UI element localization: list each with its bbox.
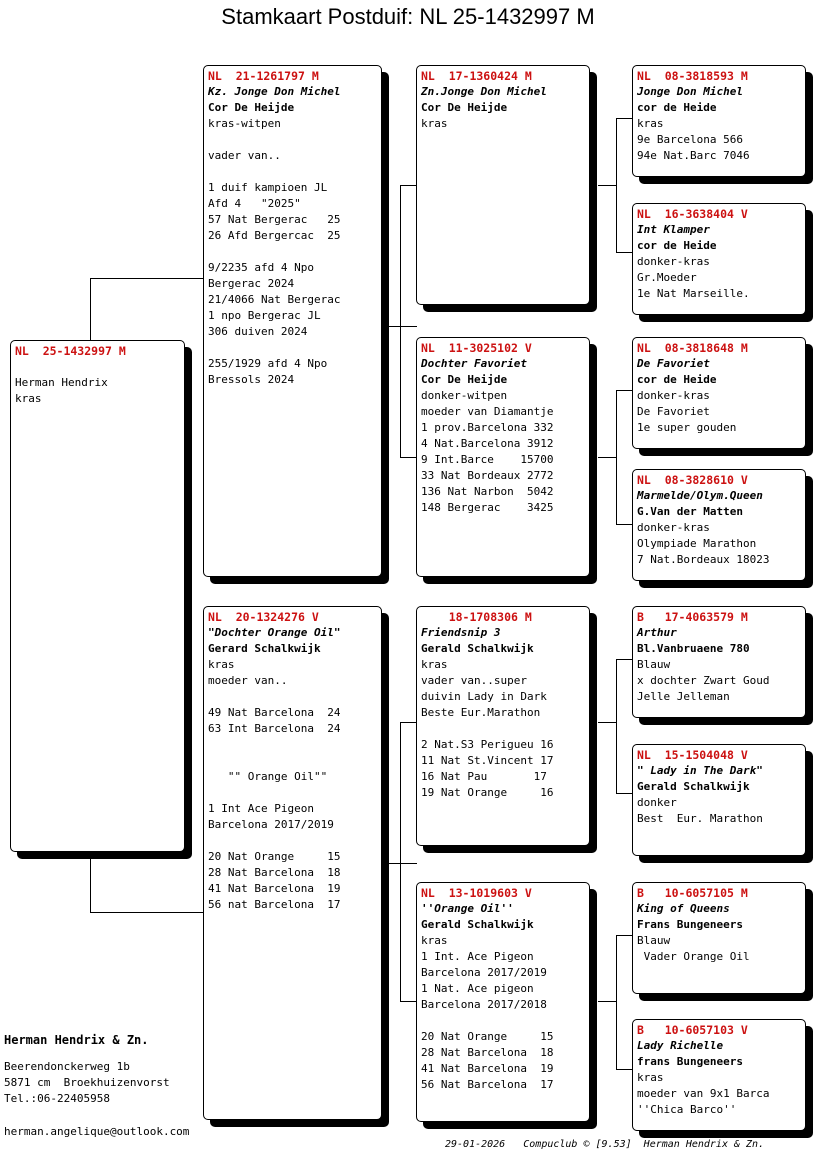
info-line	[421, 721, 585, 737]
info-line: 56 nat Barcelona 17	[208, 898, 341, 911]
breeder-name: cor de Heide	[637, 101, 717, 114]
info-line: 9 Int.Barce 15700	[421, 453, 554, 466]
ring-number: NL 08-3818593 M	[637, 69, 748, 83]
info-line: Barcelona 2017/2019	[421, 966, 547, 979]
pigeon-name: Jonge Don Michel	[637, 85, 743, 98]
connector-line	[616, 659, 633, 660]
info-line: 41 Nat Barcelona 19	[421, 1062, 554, 1075]
info-line: 136 Nat Narbon 5042	[421, 485, 554, 498]
connector-line	[616, 390, 617, 524]
info-line: 9/2235 afd 4 Npo	[208, 261, 314, 274]
info-line	[208, 340, 377, 356]
pigeon-name: Lady Richelle	[637, 1039, 724, 1052]
info-line: moeder van..	[208, 674, 288, 687]
ring-number: NL 08-3828610 V	[637, 473, 748, 487]
breeder-name: Cor De Heijde	[421, 101, 508, 114]
ring-number: NL 21-1261797 M	[208, 69, 319, 83]
info-line: 1e super gouden	[637, 421, 737, 434]
pigeon-card-mother-mother[interactable]	[416, 882, 590, 1122]
info-line: Olympiade Marathon	[637, 537, 757, 550]
info-line: kras	[637, 117, 664, 130]
info-line: Vader Orange Oil	[637, 950, 750, 963]
owner-city: 5871 cm Broekhuizenvorst	[4, 1076, 170, 1089]
info-line	[208, 785, 377, 801]
pigeon-name: ''Orange Oil''	[421, 902, 514, 915]
owner-address: Beerendonckerweg 1b	[4, 1060, 130, 1073]
info-line	[208, 737, 377, 753]
info-line: 49 Nat Barcelona 24	[208, 706, 341, 719]
owner-name: Herman Hendrix & Zn.	[4, 1033, 149, 1047]
ring-number: NL 08-3818648 M	[637, 341, 748, 355]
connector-line	[598, 1001, 616, 1002]
owner-phone: Tel.:06-22405958	[4, 1092, 110, 1105]
pigeon-card-fmf[interactable]	[632, 337, 806, 449]
info-line: Gr.Moeder	[637, 271, 697, 284]
pigeon-card-mff[interactable]	[632, 606, 806, 718]
info-line: 1 Int. Ace Pigeon	[421, 950, 534, 963]
page-title: Stamkaart Postduif: NL 25-1432997 M	[221, 4, 595, 29]
ring-number: B 10-6057105 M	[637, 886, 748, 900]
info-line: 94e Nat.Barc 7046	[637, 149, 750, 162]
pigeon-name: Friendsnip 3	[421, 626, 501, 639]
ring-number: B 17-4063579 M	[637, 610, 748, 624]
info-line: kras	[421, 117, 448, 130]
info-line: 306 duiven 2024	[208, 325, 308, 338]
info-line: 148 Bergerac 3425	[421, 501, 554, 514]
info-line	[15, 359, 180, 375]
info-line: duivin Lady in Dark	[421, 690, 547, 703]
connector-line	[400, 863, 401, 1001]
connector-line	[616, 935, 617, 1069]
info-line: vader van..super	[421, 674, 527, 687]
info-line: Herman Hendrix	[15, 376, 108, 389]
info-line: 21/4066 Nat Bergerac	[208, 293, 341, 306]
info-line: ''Chica Barco''	[637, 1103, 737, 1116]
info-line: Jelle Jelleman	[637, 690, 730, 703]
info-line: 28 Nat Barcelona 18	[421, 1046, 554, 1059]
info-line: moeder van Diamantje	[421, 405, 554, 418]
info-line: Barcelona 2017/2018	[421, 998, 547, 1011]
pigeon-name: Dochter Favoriet	[421, 357, 527, 370]
connector-line	[400, 326, 401, 457]
info-line: donker-kras	[637, 389, 710, 402]
info-line	[421, 1013, 585, 1029]
info-line: 1e Nat Marseille.	[637, 287, 750, 300]
connector-line	[400, 457, 417, 458]
info-line: x dochter Zwart Goud	[637, 674, 770, 687]
connector-line	[598, 185, 616, 186]
info-line: Afd 4 "2025"	[208, 197, 301, 210]
info-line: 63 Int Barcelona 24	[208, 722, 341, 735]
connector-line	[400, 185, 401, 326]
breeder-name: Bl.Vanbruaene 780	[637, 642, 750, 655]
info-line: 9e Barcelona 566	[637, 133, 743, 146]
info-line: 33 Nat Bordeaux 2772	[421, 469, 554, 482]
info-line: "" Orange Oil""	[208, 770, 328, 783]
info-line: 1 npo Bergerac JL	[208, 309, 321, 322]
info-line	[208, 689, 377, 705]
ring-number: NL 25-1432997 M	[15, 344, 126, 358]
ring-number: 18-1708306 M	[421, 610, 532, 624]
info-line: vader van..	[208, 149, 281, 162]
pigeon-card-fmm[interactable]	[632, 469, 806, 581]
breeder-name: G.Van der Matten	[637, 505, 743, 518]
pigeon-name: "Dochter Orange Oil"	[208, 626, 341, 639]
info-line: Barcelona 2017/2019	[208, 818, 334, 831]
info-line: 2 Nat.S3 Perigueu 16	[421, 738, 554, 751]
ring-number: B 10-6057103 V	[637, 1023, 748, 1037]
connector-line	[90, 912, 204, 913]
breeder-name: Gerald Schalkwijk	[421, 642, 534, 655]
footer: 29-01-2026 Compuclub © [9.53] Herman Hendrix & Zn.	[445, 1139, 765, 1150]
info-line: 11 Nat St.Vincent 17	[421, 754, 554, 767]
info-line	[208, 244, 377, 260]
connector-line	[400, 1001, 417, 1002]
info-line: kras	[421, 658, 448, 671]
breeder-name: cor de Heide	[637, 373, 717, 386]
pigeon-name: Marmelde/Olym.Queen	[637, 489, 763, 502]
info-line: 26 Afd Bergercac 25	[208, 229, 341, 242]
pigeon-name: Zn.Jonge Don Michel	[421, 85, 547, 98]
info-line	[208, 164, 377, 180]
pigeon-card-mother-father[interactable]	[416, 606, 590, 846]
info-line: De Favoriet	[637, 405, 710, 418]
info-line	[208, 833, 377, 849]
breeder-name: Gerard Schalkwijk	[208, 642, 321, 655]
info-line: kras	[15, 392, 42, 405]
connector-line	[616, 793, 633, 794]
info-line: Blauw	[637, 658, 671, 671]
ring-number: NL 13-1019603 V	[421, 886, 532, 900]
connector-line	[616, 659, 617, 793]
connector-line	[616, 935, 633, 936]
info-line: kras	[421, 934, 448, 947]
pigeon-name: Arthur	[637, 626, 677, 639]
breeder-name: Gerald Schalkwijk	[637, 780, 750, 793]
info-line: 255/1929 afd 4 Npo	[208, 357, 328, 370]
connector-line	[598, 457, 616, 458]
connector-line	[400, 185, 417, 186]
info-line: Blauw	[637, 934, 671, 947]
info-line: moeder van 9x1 Barca	[637, 1087, 770, 1100]
info-line: 1 Nat. Ace pigeon	[421, 982, 534, 995]
info-line: 20 Nat Orange 15	[208, 850, 341, 863]
pigeon-card-mmm[interactable]	[632, 1019, 806, 1131]
info-line: 28 Nat Barcelona 18	[208, 866, 341, 879]
pigeon-card-father[interactable]	[203, 65, 382, 577]
pigeon-card-ffm[interactable]	[632, 203, 806, 315]
ring-number: NL 20-1324276 V	[208, 610, 319, 624]
info-line: 1 Int Ace Pigeon	[208, 802, 314, 815]
pigeon-card-fff[interactable]	[632, 65, 806, 177]
pigeon-card-mfm[interactable]	[632, 744, 806, 856]
info-line: Bressols 2024	[208, 373, 295, 386]
breeder-name: Frans Bungeneers	[637, 918, 743, 931]
connector-line	[616, 524, 633, 525]
pigeon-card-subject[interactable]	[10, 340, 185, 852]
connector-line	[616, 118, 617, 252]
info-line: 56 Nat Barcelona 17	[421, 1078, 554, 1091]
info-line: 7 Nat.Bordeaux 18023	[637, 553, 770, 566]
info-line: 57 Nat Bergerac 25	[208, 213, 341, 226]
connector-line	[400, 722, 401, 863]
pigeon-name: Kz. Jonge Don Michel	[208, 85, 341, 98]
info-line: Bergerac 2024	[208, 277, 295, 290]
info-line: 1 duif kampioen JL	[208, 181, 328, 194]
breeder-name: Cor De Heijde	[421, 373, 508, 386]
info-line	[208, 753, 377, 769]
info-line: donker-witpen	[421, 389, 508, 402]
info-line: donker-kras	[637, 255, 710, 268]
connector-line	[90, 278, 204, 279]
connector-line	[400, 722, 417, 723]
connector-line	[616, 390, 633, 391]
info-line: 1 prov.Barcelona 332	[421, 421, 554, 434]
pigeon-card-father-mother[interactable]	[416, 337, 590, 577]
info-line: 20 Nat Orange 15	[421, 1030, 554, 1043]
connector-line	[90, 852, 91, 912]
info-line: 4 Nat.Barcelona 3912	[421, 437, 554, 450]
owner-email[interactable]: herman.angelique@outlook.com	[4, 1125, 190, 1138]
info-line: Beste Eur.Marathon	[421, 706, 541, 719]
info-line	[208, 132, 377, 148]
ring-number: NL 16-3638404 V	[637, 207, 748, 221]
info-line: 41 Nat Barcelona 19	[208, 882, 341, 895]
connector-line	[616, 252, 633, 253]
info-line: 16 Nat Pau 17	[421, 770, 547, 783]
breeder-name: cor de Heide	[637, 239, 717, 252]
breeder-name: Cor De Heijde	[208, 101, 295, 114]
pigeon-card-mother[interactable]	[203, 606, 382, 1120]
pigeon-name: " Lady in The Dark"	[637, 764, 763, 777]
info-line: kras	[637, 1071, 664, 1084]
connector-line	[616, 118, 633, 119]
pigeon-name: Int Klamper	[637, 223, 710, 236]
info-line: Best Eur. Marathon	[637, 812, 763, 825]
breeder-name: Gerald Schalkwijk	[421, 918, 534, 931]
info-line: kras	[208, 658, 235, 671]
ring-number: NL 17-1360424 M	[421, 69, 532, 83]
pigeon-card-father-father[interactable]	[416, 65, 590, 305]
connector-line	[90, 278, 91, 340]
info-line: kras-witpen	[208, 117, 281, 130]
info-line: 19 Nat Orange 16	[421, 786, 554, 799]
ring-number: NL 11-3025102 V	[421, 341, 532, 355]
info-line: donker-kras	[637, 521, 710, 534]
connector-line	[598, 722, 616, 723]
info-line: donker	[637, 796, 677, 809]
ring-number: NL 15-1504048 V	[637, 748, 748, 762]
pigeon-card-mmf[interactable]	[632, 882, 806, 994]
pigeon-name: De Favoriet	[637, 357, 710, 370]
breeder-name: frans Bungeneers	[637, 1055, 743, 1068]
connector-line	[616, 1069, 633, 1070]
pigeon-name: King of Queens	[637, 902, 730, 915]
